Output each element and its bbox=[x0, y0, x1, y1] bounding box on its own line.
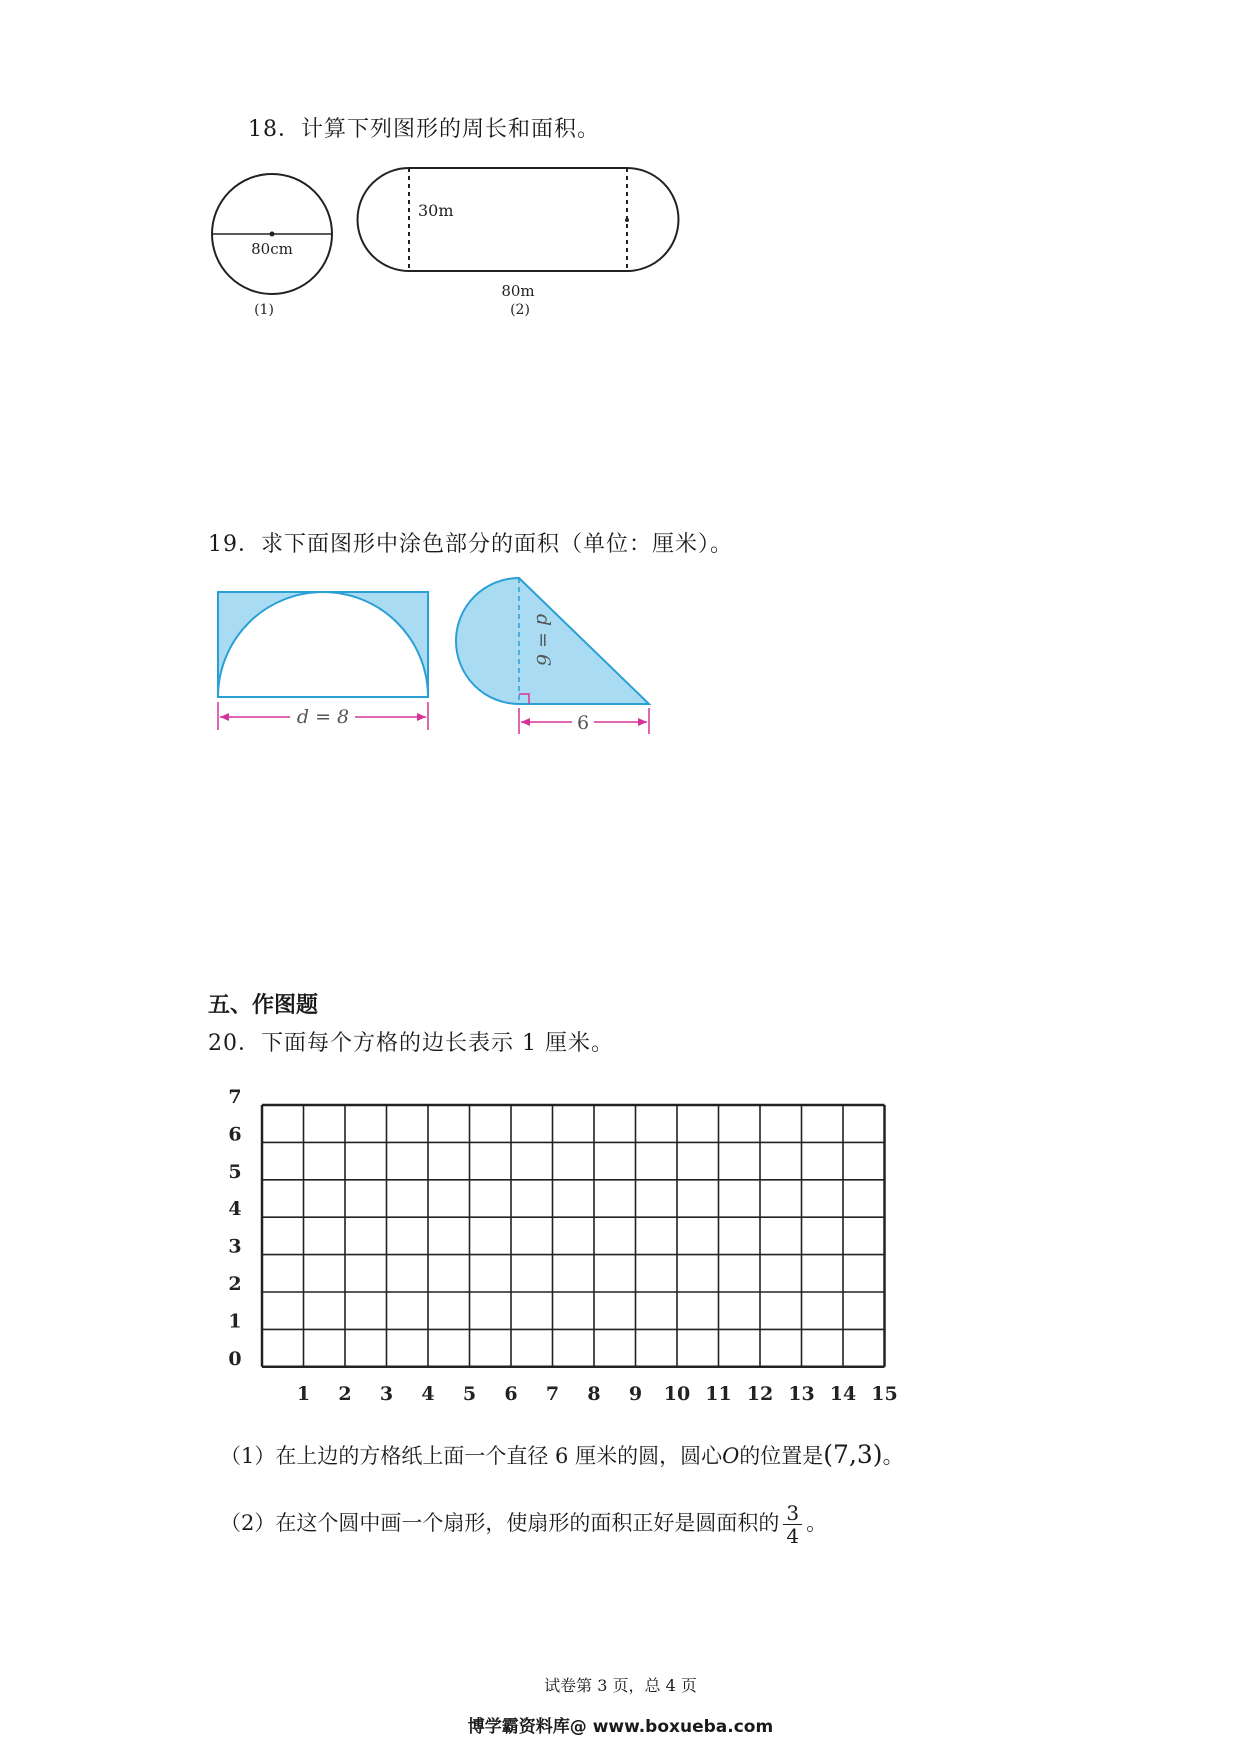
center-coordinate: (7,3) bbox=[823, 1440, 883, 1469]
length-label: 80m bbox=[501, 282, 535, 300]
dimension-label: d = 8 bbox=[296, 706, 350, 728]
x-axis-label: 9 bbox=[628, 1382, 643, 1405]
q18-stadium-figure bbox=[358, 168, 679, 318]
y-axis-label: 1 bbox=[228, 1310, 242, 1333]
dim-arrow-right bbox=[638, 718, 647, 726]
question-text: 计算下列图形的周长和面积。 bbox=[301, 117, 601, 142]
x-axis-labels bbox=[297, 1383, 898, 1405]
y-axis-label: 5 bbox=[228, 1160, 242, 1183]
q20-part-2 bbox=[220, 1502, 827, 1547]
shaded-region bbox=[218, 592, 428, 697]
x-axis-label: 4 bbox=[421, 1382, 435, 1405]
x-axis-label: 2 bbox=[338, 1382, 352, 1405]
y-axis-label: 7 bbox=[228, 1086, 242, 1108]
diameter-label: 80cm bbox=[251, 240, 293, 258]
part1-mid: 的位置是 bbox=[739, 1444, 824, 1468]
watermark: 博学霸资料库@ www.boxueba.com bbox=[467, 1717, 774, 1737]
q19-semicircle-triangle-figure bbox=[456, 578, 649, 734]
y-axis-label: 2 bbox=[228, 1273, 242, 1295]
x-axis-label: 6 bbox=[504, 1382, 518, 1405]
x-axis-label: 11 bbox=[705, 1382, 732, 1405]
question-20 bbox=[208, 1026, 614, 1057]
y-axis-label: 4 bbox=[228, 1198, 242, 1221]
height-label: 30m bbox=[418, 201, 454, 220]
x-axis-label: 5 bbox=[462, 1382, 477, 1405]
q19-figures bbox=[205, 572, 685, 752]
q20-grid-figure bbox=[215, 1085, 905, 1405]
question-19 bbox=[208, 527, 733, 558]
question-18 bbox=[248, 112, 600, 143]
caption-2: (2) bbox=[510, 302, 530, 318]
y-axis-labels bbox=[228, 1086, 241, 1370]
q18-circle-figure bbox=[212, 174, 332, 318]
fraction-denominator: 4 bbox=[786, 1524, 800, 1548]
q20-part-1 bbox=[220, 1440, 904, 1470]
fraction-numerator: 3 bbox=[783, 1502, 802, 1525]
question-text: 下面每个方格的边长表示 1 厘米。 bbox=[261, 1031, 614, 1056]
dim-arrow-left bbox=[220, 713, 229, 721]
q18-figures bbox=[200, 160, 700, 330]
x-axis-label: 14 bbox=[829, 1382, 857, 1405]
center-dot bbox=[270, 232, 275, 237]
y-axis-label: 3 bbox=[228, 1235, 242, 1258]
question-number: 18． bbox=[248, 117, 301, 142]
part1-end: 。 bbox=[882, 1444, 904, 1468]
page-footer: 试卷第 3 页，总 4 页 bbox=[544, 1676, 697, 1695]
part1-prefix: （1）在上边的方格纸上面一个直径 6 厘米的圆，圆心 bbox=[220, 1444, 723, 1468]
q19-rectangle-figure bbox=[218, 592, 428, 730]
y-axis-label: 0 bbox=[228, 1347, 242, 1370]
right-center-dot bbox=[625, 218, 629, 222]
x-axis-label: 8 bbox=[587, 1382, 601, 1405]
fraction bbox=[783, 1502, 802, 1547]
caption-1: (1) bbox=[254, 302, 274, 318]
dim-arrow-right bbox=[417, 713, 426, 721]
question-text: 求下面图形中涂色部分的面积（单位：厘米）。 bbox=[261, 532, 734, 557]
x-axis-label: 13 bbox=[788, 1382, 815, 1405]
section-title: 五、作图题 bbox=[208, 993, 319, 1018]
diameter-label: d = 6 bbox=[532, 613, 554, 667]
question-number: 19． bbox=[208, 532, 261, 557]
grid-lines bbox=[262, 1105, 885, 1367]
x-axis-label: 15 bbox=[871, 1382, 898, 1405]
dim-arrow-left bbox=[521, 718, 530, 726]
x-axis-label: 3 bbox=[379, 1382, 394, 1405]
y-axis-label: 6 bbox=[228, 1123, 242, 1146]
part2-end: 。 bbox=[806, 1511, 828, 1535]
question-number: 20． bbox=[208, 1031, 261, 1056]
x-axis-label: 7 bbox=[545, 1382, 560, 1405]
base-label: 6 bbox=[576, 712, 590, 734]
stadium-outline bbox=[358, 168, 679, 271]
center-variable: O bbox=[722, 1444, 740, 1468]
x-axis-label: 1 bbox=[296, 1382, 311, 1405]
part2-prefix: （2）在这个圆中画一个扇形，使扇形的面积正好是圆面积的 bbox=[220, 1511, 780, 1535]
x-axis-label: 10 bbox=[663, 1382, 691, 1405]
x-axis-label: 12 bbox=[746, 1382, 774, 1405]
